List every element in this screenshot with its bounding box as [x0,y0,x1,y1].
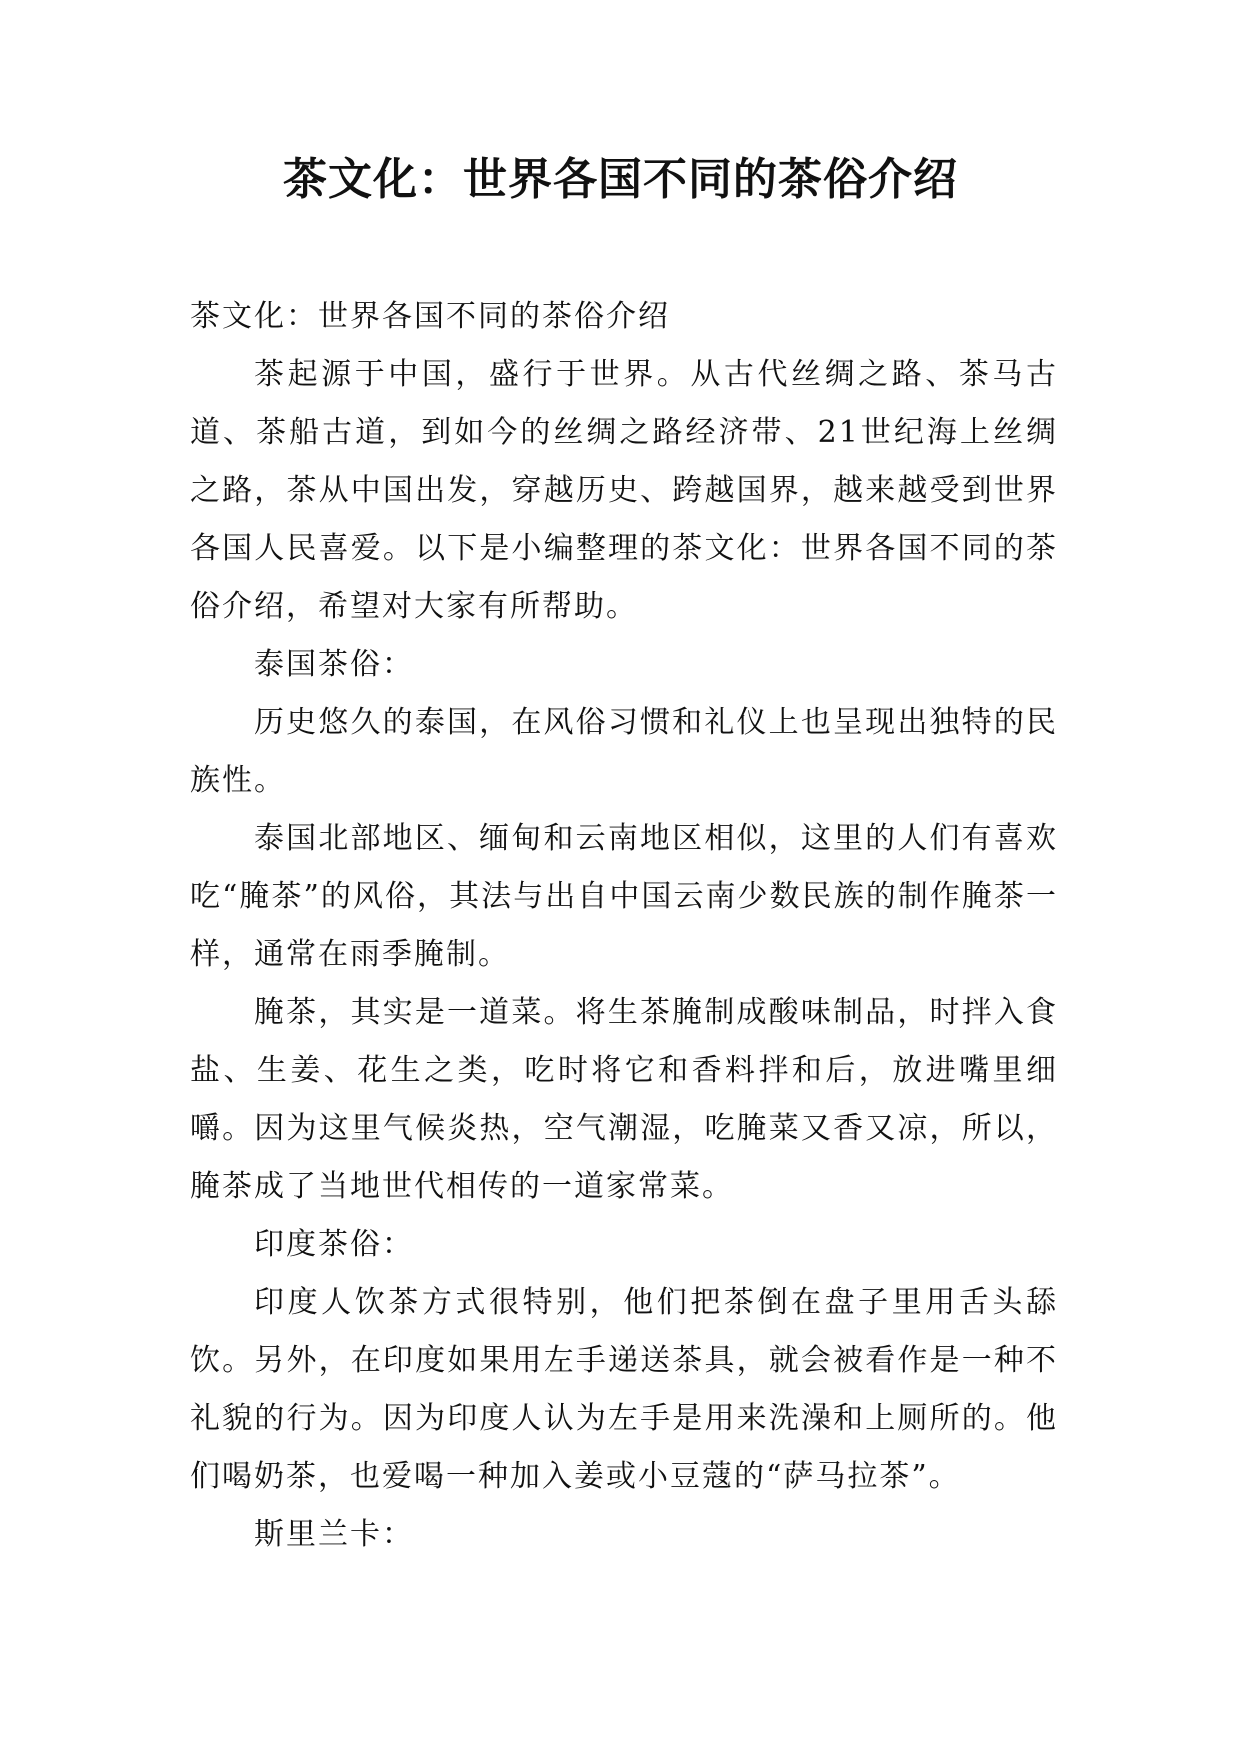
document-body [190,288,1058,1564]
paragraph-pickled-tea: 腌茶，其实是一道菜。将生茶腌制成酸味制品，时拌入食盐、生姜、花生之类，吃时将它和香料拌和后，放进嘴里细嚼。因为这里气候炎热，空气潮湿，吃腌菜又香又凉，所以，腌茶成了当地世代相传的一道家常菜。 [190,995,1058,1204]
paragraph-thailand-history: 历史悠久的泰国，在风俗习惯和礼仪上也呈现出独特的民族性。 [190,705,1058,798]
section-heading-india: 印度茶俗： [254,1227,414,1262]
paragraph-thailand-north: 泰国北部地区、缅甸和云南地区相似，这里的人们有喜欢吃“腌茶”的风俗，其法与出自中国云南少数民族的制作腌茶一样，通常在雨季腌制。 [190,821,1058,972]
section-heading-sri-lanka: 斯里兰卡： [254,1517,414,1552]
section-heading-thailand: 泰国茶俗： [254,647,414,682]
paragraph-subtitle: 茶文化：世界各国不同的茶俗介绍 [190,299,670,334]
paragraph-intro: 茶起源于中国，盛行于世界。从古代丝绸之路、茶马古道、茶船古道，到如今的丝绸之路经济带、21世纪海上丝绸之路，茶从中国出发，穿越历史、跨越国界，越来越受到世界各国人民喜爱。以下是小编整理的茶文化：世界各国不同的茶俗介绍，希望对大家有所帮助。 [190,357,1058,624]
document-title: 茶文化：世界各国不同的茶俗介绍 [283,154,958,205]
paragraph-india: 印度人饮茶方式很特别，他们把茶倒在盘子里用舌头舔饮。另外，在印度如果用左手递送茶具，就会被看作是一种不礼貌的行为。因为印度人认为左手是用来洗澡和上厕所的。他们喝奶茶，也爱喝一种加入姜或小豆蔻的“萨马拉茶”。 [190,1285,1058,1494]
